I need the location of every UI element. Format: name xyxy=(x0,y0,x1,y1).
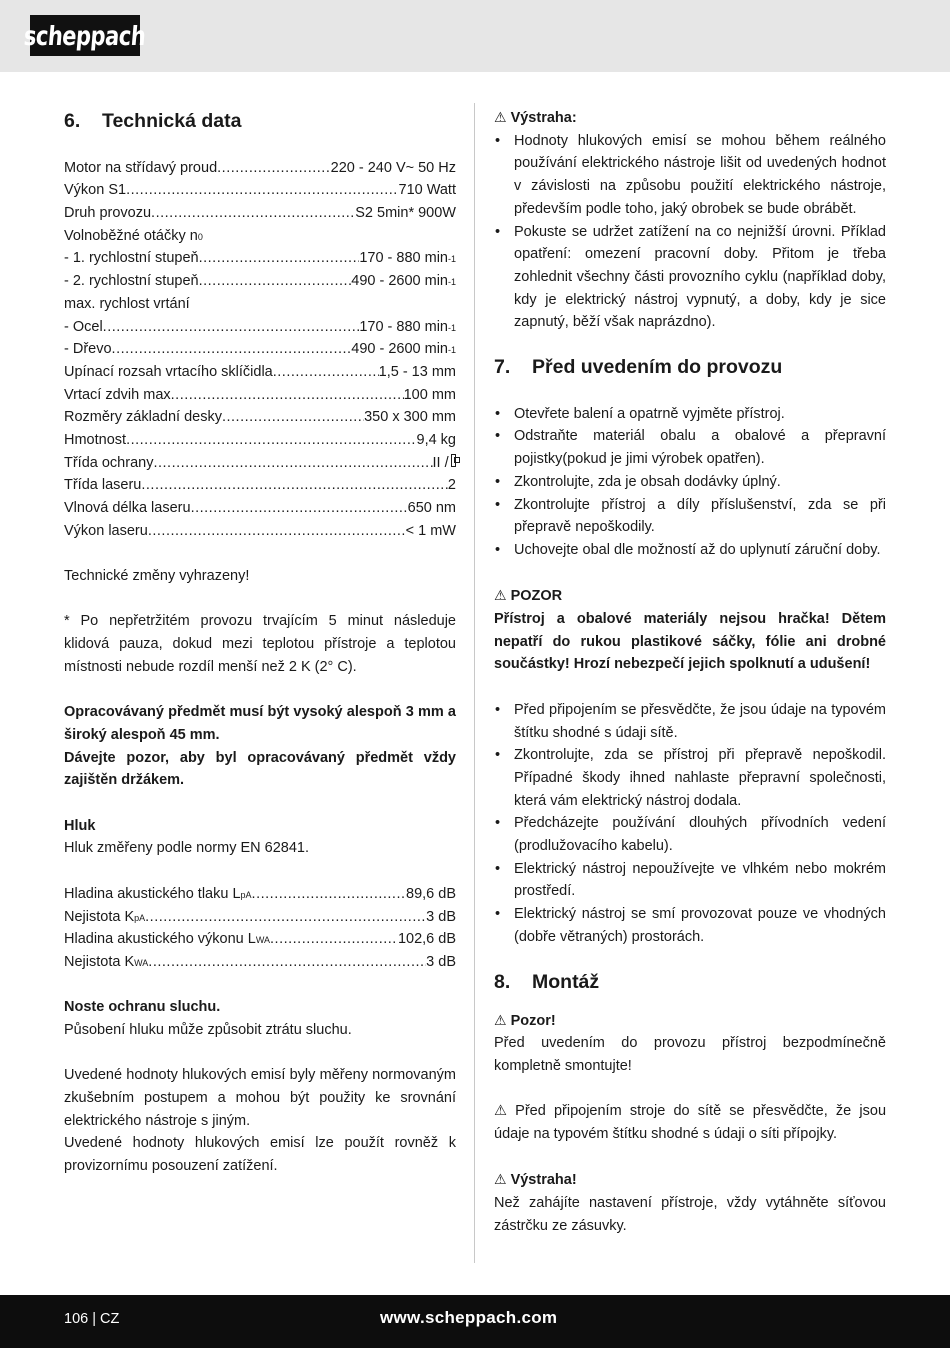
website-link[interactable]: www.scheppach.com xyxy=(380,1308,558,1327)
spec-row: Výkon S1 ..... 710 Watt xyxy=(64,179,456,202)
pozor-2-title: ⚠ Pozor! xyxy=(494,1011,556,1029)
pozor-2-text: Před uvedením do provozu přístroj bezpodmínečně kompletně smontujte! xyxy=(494,1035,886,1074)
spec-list xyxy=(64,157,456,543)
right-column xyxy=(494,106,886,1238)
list-item: • Odstraňte materiál obalu a obalové a přepravní pojistky(pokud je jimi výrobek opatřen). xyxy=(494,425,886,470)
list-item: • Před připojením se přesvědčte, že jsou údaje na typovém štítku shodné s údaji sítě. xyxy=(494,699,886,744)
warning-icon: ⚠ xyxy=(494,109,507,125)
workpiece-note-2: Dávejte pozor, aby byl opracovávaný předmět vždy zajištěn držákem. xyxy=(64,749,456,789)
list-item: • Hodnoty hlukových emisí se mohou během reálného používání elektrického nástroje lišit od uvedených hodnot v závislosti na způsobu použití elektrického nástroje, především podle toho, jaký obrobek se bude obrábět. xyxy=(494,130,886,221)
section-8-heading: 8. Montáž xyxy=(494,970,600,993)
list-item: • Elektrický nástroj nepoužívejte ve vlhkém nebo mokrém prostředí. xyxy=(494,858,886,903)
ear-protection-text: Působení hluku může způsobit ztrátu sluchu. xyxy=(64,1021,352,1038)
warning-icon: ⚠ xyxy=(494,1171,507,1188)
warning-1-list xyxy=(494,130,886,334)
spec-row: Třída laseru ..... 2 xyxy=(64,474,456,497)
tech-changes-note: Technické změny vyhrazeny! xyxy=(64,568,250,585)
header-bar xyxy=(0,0,950,72)
pozor-title: ⚠ POZOR xyxy=(494,587,563,605)
pozor-text: Přístroj a obalové materiály nejsou hračka! Dětem nepatří do rukou plastikové sáčky, fólie ani drobné součástky! Hrozí nebezpečí jejich spolknutí a udušení! xyxy=(494,611,886,673)
list-item: • Elektrický nástroj se smí provozovat pouze ve vhodných (dobře větraných) prostorách. xyxy=(494,903,886,948)
noise-row: Hladina akustického tlaku L pA ..... 89,6 dB xyxy=(64,883,456,906)
section-7-heading: 7. Před uvedením do provozu xyxy=(494,356,783,379)
list-item: • Zkontrolujte, zda je obsah dodávky úplný. xyxy=(494,471,886,494)
footer-bar xyxy=(0,1295,950,1348)
section-6-heading: 6. Technická data xyxy=(64,110,242,132)
noise-row: Hladina akustického výkonu L WA ..... 102,6 dB xyxy=(64,928,456,951)
list-item: • Otevřete balení a opatrně vyjměte přístroj. xyxy=(494,403,886,426)
spec-row: Třída ochrany ..... II / xyxy=(64,452,456,475)
spec-row: Motor na střídavý proud ..... 220 - 240 V~ 50 Hz xyxy=(64,157,456,180)
noise-heading: Hluk xyxy=(64,817,96,834)
left-column xyxy=(64,106,456,1178)
list-item: • Zkontrolujte přístroj a díly příslušenství, zda se při přepravě nepoškodily. xyxy=(494,494,886,539)
spec-row: Hmotnost ..... 9,4 kg xyxy=(64,429,456,452)
scheppach-logo: scheppach xyxy=(30,15,140,56)
ear-protection-heading: Noste ochranu sluchu. xyxy=(64,999,221,1016)
noise-text: Hluk změřeny podle normy EN 62841. xyxy=(64,840,310,857)
spec-row: Výkon laseru ..... < 1 mW xyxy=(64,520,456,543)
emission-text-1: Uvedené hodnoty hlukových emisí byly měřeny normovaným zkušebním postupem a mohou být použity ke srovnání elektrického nástroje s jiným. xyxy=(64,1067,456,1129)
warning-icon: ⚠ xyxy=(494,587,507,604)
spec-row: Vrtací zdvih max ..... 100 mm xyxy=(64,384,456,407)
connect-text: ⚠ Před připojením stroje do sítě se přesvědčte, že jsou údaje na typovém štítku shodné s údaji o síti přípojky. xyxy=(494,1103,887,1143)
noise-row: Nejistota K WA ..... 3 dB xyxy=(64,951,456,974)
spec-row: - Ocel ..... 170 - 880 min -1 xyxy=(64,316,456,339)
noise-row: Nejistota K pA ..... 3 dB xyxy=(64,906,456,929)
emission-text-2: Uvedené hodnoty hlukových emisí lze použít rovněž k provizornímu posouzení zatížení. xyxy=(64,1135,456,1175)
spec-row: - 1. rychlostní stupeň ..... 170 - 880 min -1 xyxy=(64,247,456,270)
idle-speed-label: Volnoběžné otáčky n 0 xyxy=(64,227,203,244)
protection-class-icon xyxy=(451,454,456,467)
spec-row: - 2. rychlostní stupeň ..... 490 - 2600 min -1 xyxy=(64,270,456,293)
list-item: • Pokuste se udržet zatížení na co nejnižší úrovni. Příklad opatření: omezení pracovní doby. Přitom je třeba zohlednit všechny části provozního cyklu (například doby, kdy je elektrický nástroj vypnutý, a doby, kdy je sice zapnutý, běží však naprázdno). xyxy=(494,221,886,335)
check-list xyxy=(494,699,886,949)
spec-row: Upínací rozsah vrtacího sklíčidla ..... 1,5 - 13 mm xyxy=(64,361,456,384)
warning-2-title: ⚠ Výstraha! xyxy=(494,1171,577,1189)
spec-row: Druh provozu ..... S2 5min* 900W xyxy=(64,202,456,225)
max-drill-label: max. rychlost vrtání xyxy=(64,295,190,312)
warning-2-text: Než zahájíte nastavení přístroje, vždy vytáhněte síťovou zástrčku ze zásuvky. xyxy=(494,1195,886,1234)
list-item: • Předcházejte používání dlouhých přívodních vedení (prodlužovacího kabelu). xyxy=(494,812,886,857)
warning-icon: ⚠ xyxy=(494,1103,512,1120)
workpiece-note-1: Opracovávaný předmět musí být vysoký alespoň 3 mm a široký alespoň 45 mm. xyxy=(64,704,456,743)
list-item: • Zkontrolujte, zda se přístroj při přepravě nepoškodil. Případné škody ihned nahlaste přepravní společnosti, která vám elektrický nástroj dodala. xyxy=(494,744,886,812)
list-item: • Uchovejte obal dle možností až do uplynutí záruční doby. xyxy=(494,539,886,562)
spec-row: Rozměry základní desky ..... 350 x 300 mm xyxy=(64,406,456,429)
spec-row: - Dřevo ..... 490 - 2600 min -1 xyxy=(64,338,456,361)
warning-icon: ⚠ xyxy=(494,1011,507,1028)
footnote: * Po nepřetržitém provozu trvajícím 5 minut následuje klidová pauza, dokud mezi teplotou přístroje a teplotou místnosti nebude rozdíl menší než 2 K (2° C). xyxy=(64,613,456,675)
section-7-list xyxy=(494,403,886,562)
spec-row: Vlnová délka laseru ..... 650 nm xyxy=(64,497,456,520)
column-divider xyxy=(474,103,475,1263)
noise-values xyxy=(64,883,456,974)
page-number: 106 | CZ xyxy=(64,1311,120,1327)
warning-1-title: ⚠ Výstraha: xyxy=(494,109,577,126)
